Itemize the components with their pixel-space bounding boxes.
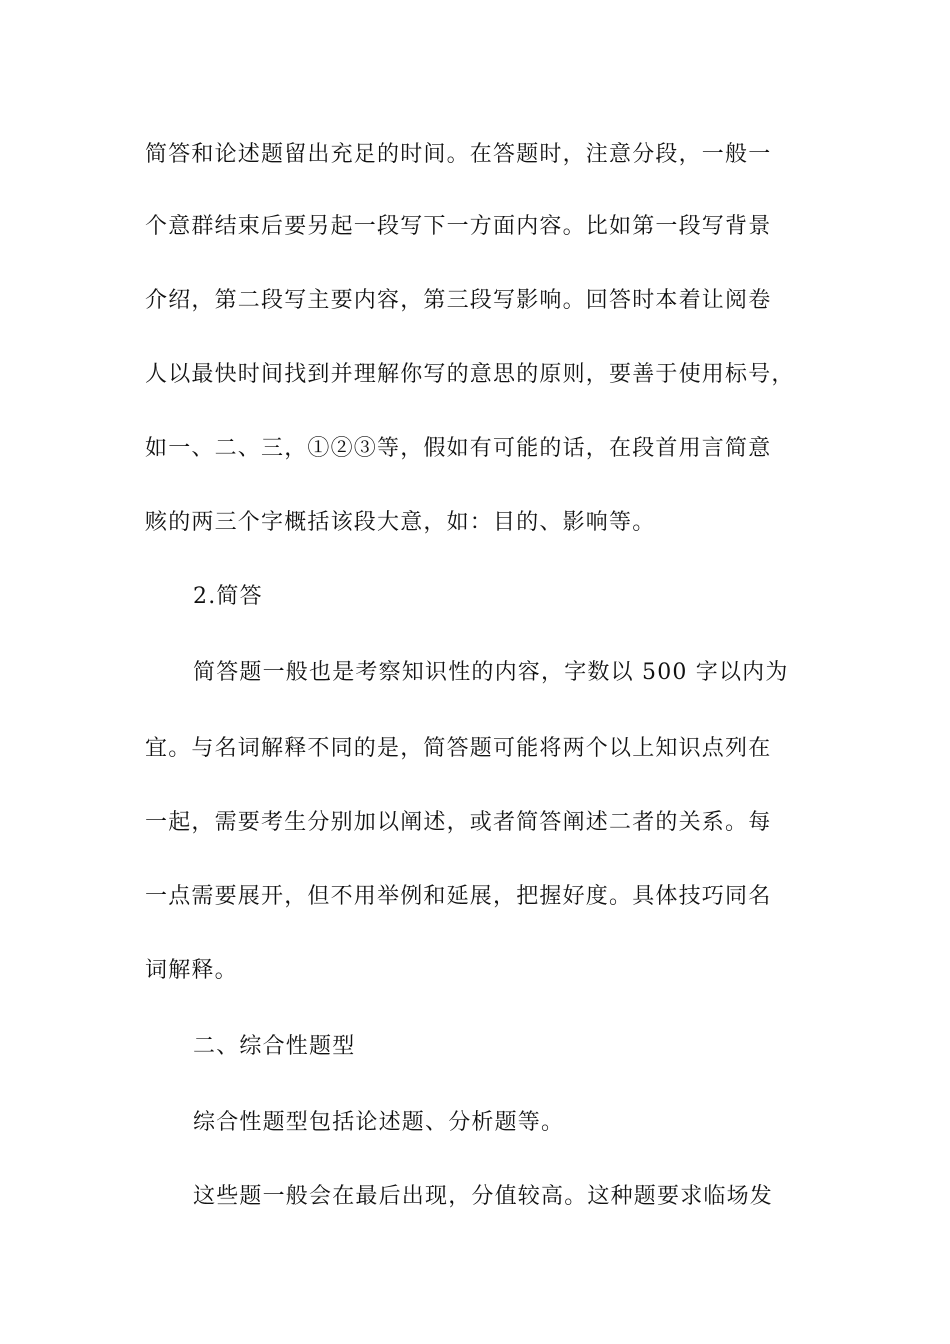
paragraph-line: 词解释。	[145, 958, 238, 983]
paragraph-line: 人以最快时间找到并理解你写的意思的原则，要善于使用标号，	[145, 362, 795, 387]
paragraph-line: 一起，需要考生分别加以阐述，或者简答阐述二者的关系。每	[145, 810, 772, 835]
paragraph-line: 介绍，第二段写主要内容，第三段写影响。回答时本着让阅卷	[145, 288, 772, 313]
paragraph-line: 简答和论述题留出充足的时间。在答题时，注意分段，一般一	[145, 142, 772, 167]
paragraph-line: 简答题一般也是考察知识性的内容，字数以 500 字以内为	[193, 660, 789, 685]
paragraph-line: 个意群结束后要另起一段写下一方面内容。比如第一段写背景	[145, 214, 772, 239]
section-heading-comprehensive: 二、综合性题型	[193, 1034, 356, 1059]
paragraph-line: 一点需要展开，但不用举例和延展，把握好度。具体技巧同名	[145, 884, 772, 909]
paragraph-line: 如一、二、三，①②③等，假如有可能的话，在段首用言简意	[145, 436, 772, 461]
paragraph-line: 这些题一般会在最后出现，分值较高。这种题要求临场发	[193, 1184, 774, 1209]
paragraph-line: 赅的两三个字概括该段大意，如：目的、影响等。	[145, 510, 656, 535]
paragraph-line: 宜。与名词解释不同的是，简答题可能将两个以上知识点列在	[145, 736, 772, 761]
paragraph-line: 综合性题型包括论述题、分析题等。	[193, 1110, 565, 1135]
section-heading-short-answer: 2.简答	[193, 584, 263, 609]
